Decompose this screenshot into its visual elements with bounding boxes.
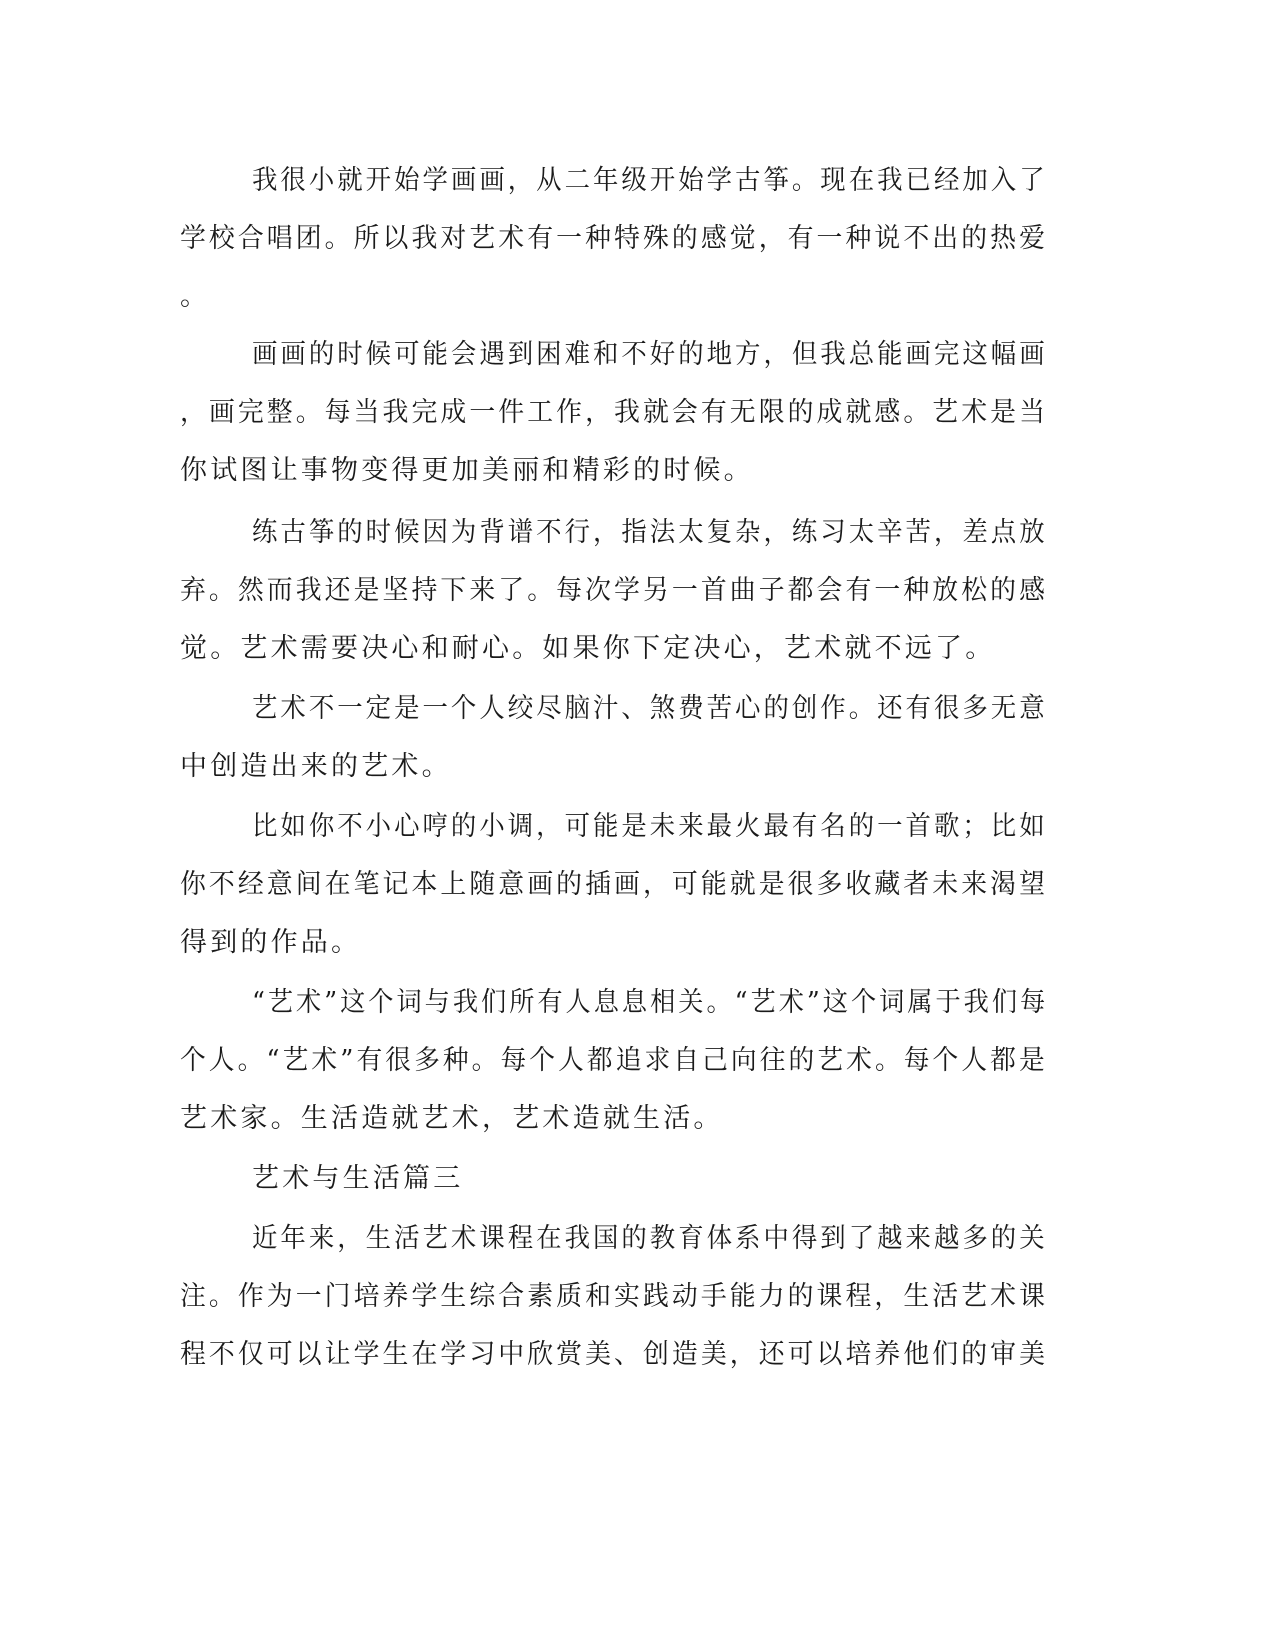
text-line: 弃。然而我还是坚持下来了。每次学另一首曲子都会有一种放松的感 xyxy=(180,575,1049,606)
text-line: 你不经意间在笔记本上随意画的插画，可能就是很多收藏者未来渴望 xyxy=(180,869,1049,900)
text-line: 注。作为一门培养学生综合素质和实践动手能力的课程，生活艺术课 xyxy=(180,1281,1049,1312)
text-line: 觉。艺术需要决心和耐心。如果你下定决心，艺术就不远了。 xyxy=(180,633,996,664)
text-line: 艺术不一定是一个人绞尽脑汁、煞费苦心的创作。还有很多无意 xyxy=(252,693,1048,724)
text-line: 练古筝的时候因为背谱不行，指法太复杂，练习太辛苦，差点放 xyxy=(252,517,1048,548)
text-line: 学校合唱团。所以我对艺术有一种特殊的感觉，有一种说不出的热爱 xyxy=(180,223,1049,254)
text-line: 你试图让事物变得更加美丽和精彩的时候。 xyxy=(180,455,754,486)
text-line: 程不仅可以让学生在学习中欣赏美、创造美，还可以培养他们的审美 xyxy=(180,1339,1049,1370)
text-line: 艺术家。生活造就艺术，艺术造就生活。 xyxy=(180,1103,724,1134)
text-line: 中创造出来的艺术。 xyxy=(180,751,452,782)
text-line: 。 xyxy=(180,281,211,312)
text-line: 近年来，生活艺术课程在我国的教育体系中得到了越来越多的关 xyxy=(252,1223,1048,1254)
section-heading: 艺术与生活篇三 xyxy=(252,1163,464,1194)
text-line: 比如你不小心哼的小调，可能是未来最火最有名的一首歌；比如 xyxy=(252,811,1048,842)
text-line: ，画完整。每当我完成一件工作，我就会有无限的成就感。艺术是当 xyxy=(180,397,1049,428)
text-line: 画画的时候可能会遇到困难和不好的地方，但我总能画完这幅画 xyxy=(252,339,1048,370)
text-line: 我很小就开始学画画，从二年级开始学古筝。现在我已经加入了 xyxy=(252,165,1048,196)
text-line: 得到的作品。 xyxy=(180,927,362,958)
text-line: “艺术”这个词与我们所有人息息相关。“艺术”这个词属于我们每 xyxy=(252,987,1049,1018)
text-line: 个人。“艺术”有很多种。每个人都追求自己向往的艺术。每个人都是 xyxy=(180,1045,1048,1076)
